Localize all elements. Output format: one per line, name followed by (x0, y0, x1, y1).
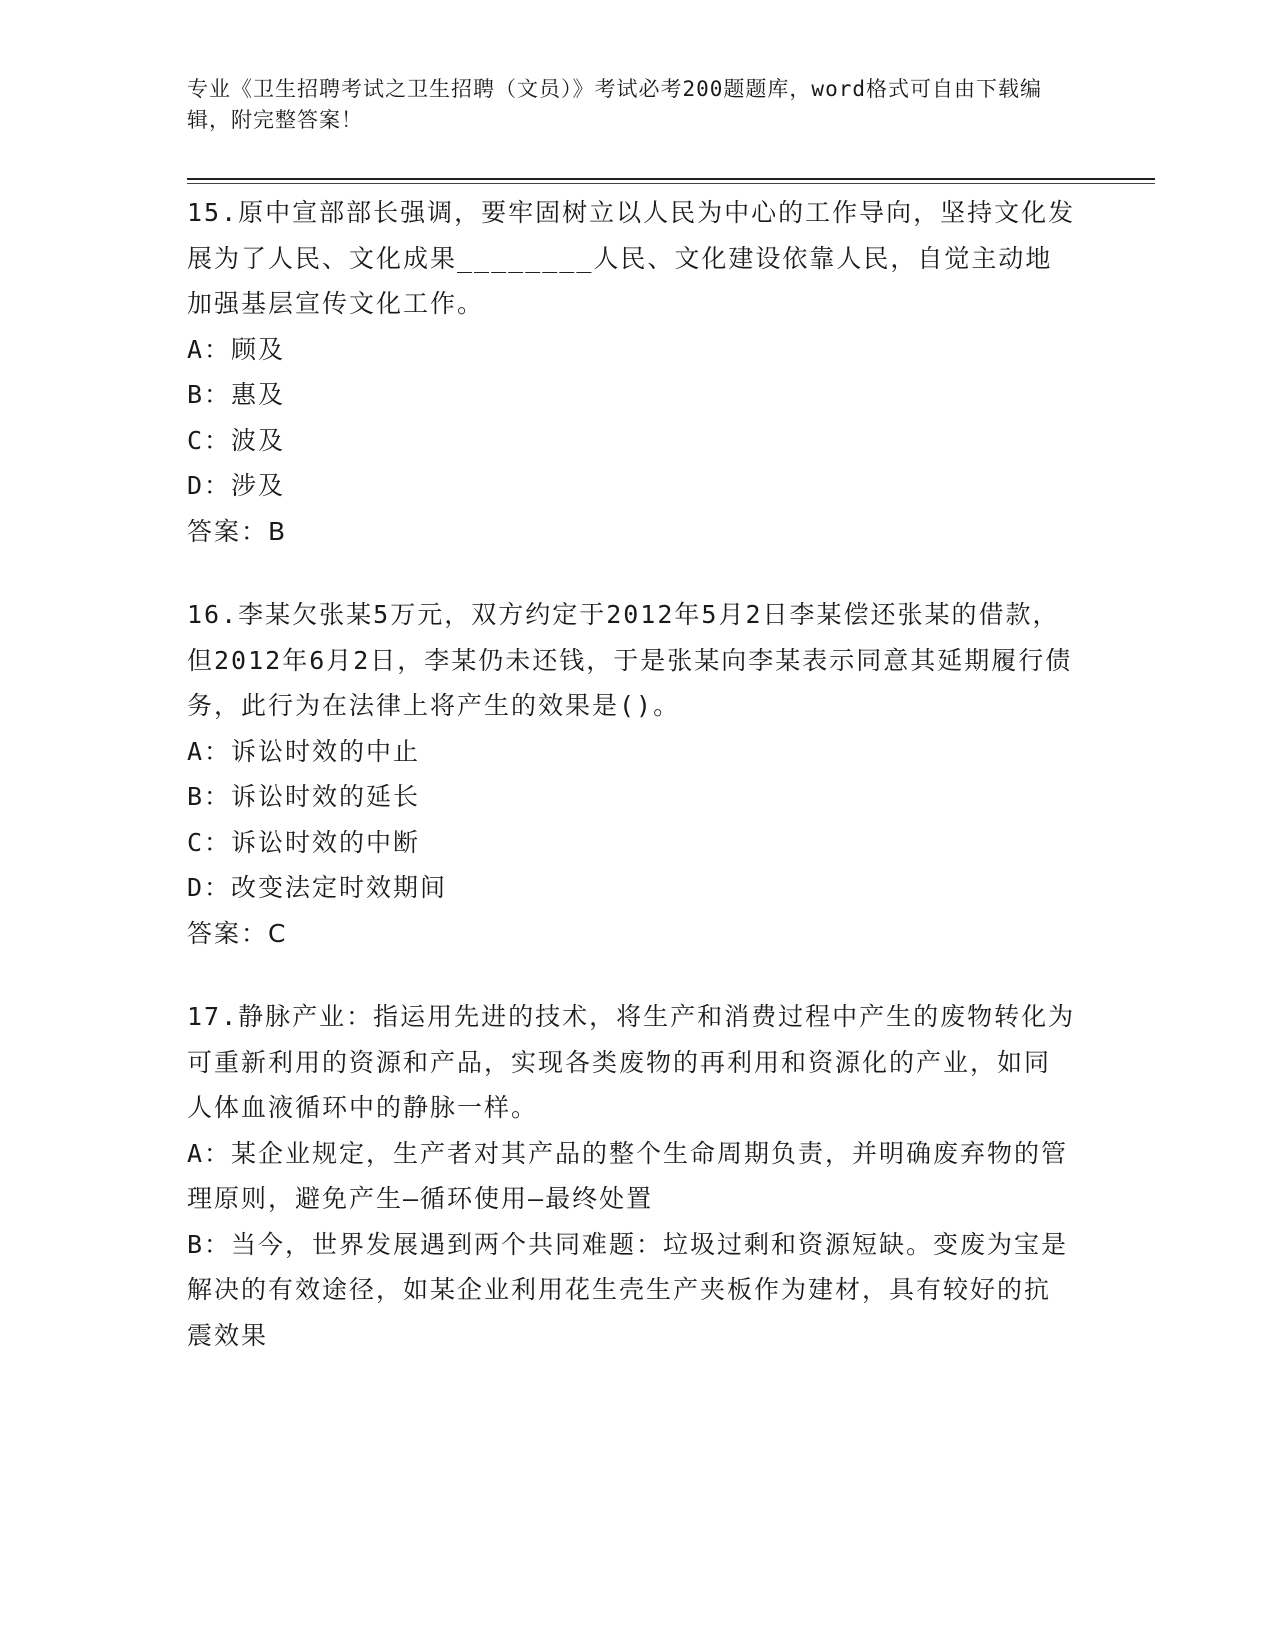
question-stem: 17.静脉产业：指运用先进的技术，将生产和消费过程中产生的废物转化为可重新利用的资源和产品，实现各类废物的再利用和资源化的产业，如同人体血液循环中的静脉一样。 (187, 1002, 1076, 1122)
question-list (187, 190, 1077, 1396)
document-header: 专业《卫生招聘考试之卫生招聘（文员）》考试必考200题题库，word格式可自由下载编辑，附完整答案！ (187, 77, 1042, 132)
question-17 (187, 994, 1077, 1358)
header-divider-thick (187, 178, 1155, 180)
question-stem: 16.李某欠张某5万元，双方约定于2012年5月2日李某偿还张某的借款，但2012年6月2日，李某仍未还钱，于是张某向李某表示同意其延期履行债务，此行为在法律上将产生的效果是()。 (187, 600, 1073, 720)
header-divider-thin (187, 183, 1155, 184)
option-d: D：涉及 (187, 471, 286, 500)
option-a: A：诉讼时效的中止 (187, 736, 421, 766)
option-a: A：某企业规定，生产者对其产品的整个生命周期负责，并明确废弃物的管理原则，避免产生—循环使用—最终处置 (187, 1138, 1069, 1213)
question-15 (187, 190, 1077, 554)
option-c: C：波及 (187, 425, 286, 455)
question-stem: 15.原中宣部部长强调，要牢固树立以人民为中心的工作导向，坚持文化发展为了人民、文化成果________人民、文化建设依靠人民，自觉主动地加强基层宣传文化工作。 (187, 198, 1076, 318)
option-b: B：惠及 (187, 380, 286, 409)
option-d: D：改变法定时效期间 (187, 873, 448, 902)
option-c: C：诉讼时效的中断 (187, 827, 421, 857)
option-a: A：顾及 (187, 334, 286, 364)
answer-line: 答案：B (187, 516, 288, 546)
option-b: B：诉讼时效的延长 (187, 782, 421, 811)
answer-line: 答案：C (187, 918, 288, 948)
question-16 (187, 592, 1077, 956)
option-b: B：当今，世界发展遇到两个共同难题：垃圾过剩和资源短缺。变废为宝是解决的有效途径，如某企业利用花生壳生产夹板作为建材，具有较好的抗震效果 (187, 1229, 1069, 1350)
